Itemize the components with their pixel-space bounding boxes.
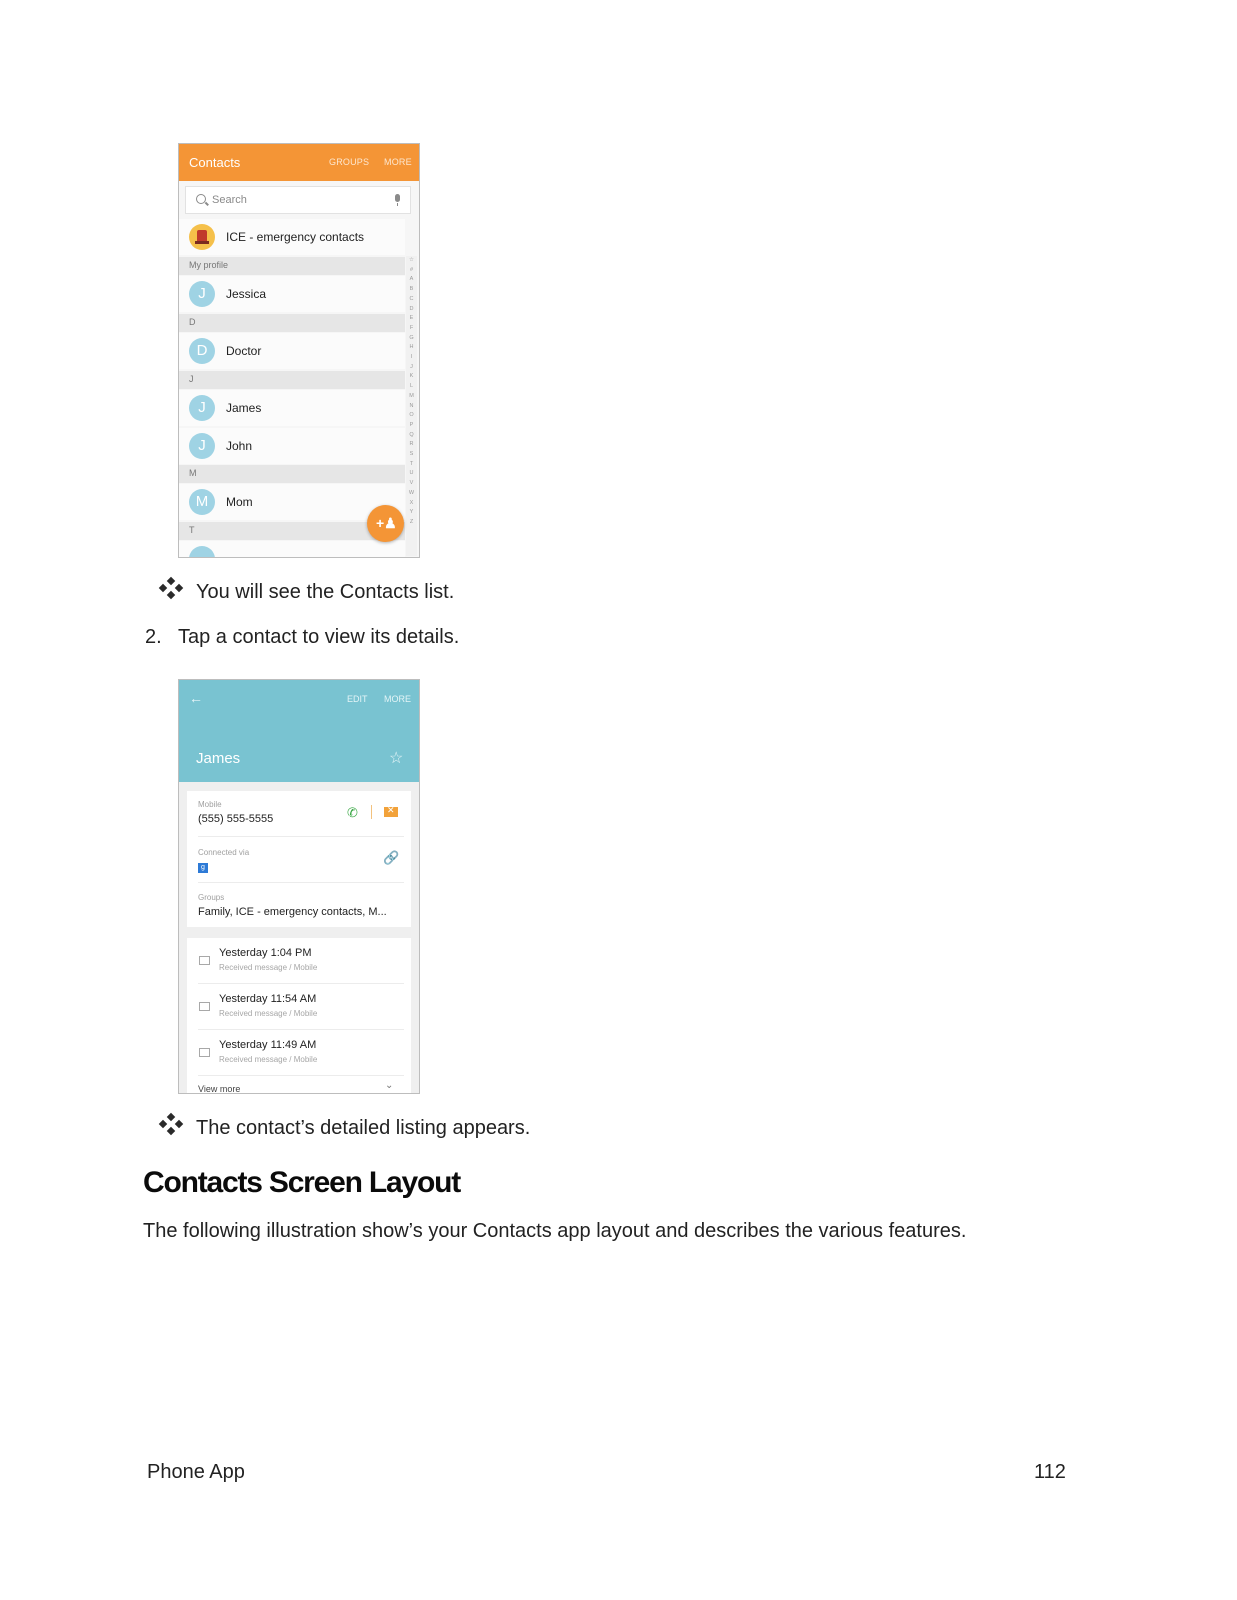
page-number: 112 — [1034, 1461, 1066, 1483]
index-letter[interactable]: D — [409, 305, 414, 312]
contacts-title: Contacts — [189, 155, 241, 170]
contact-row-james[interactable] — [179, 390, 405, 426]
index-letter[interactable]: R — [409, 441, 414, 448]
edit-button[interactable]: EDIT — [347, 694, 368, 704]
alphabet-index-scrollbar[interactable] — [406, 256, 417, 556]
search-bar[interactable] — [185, 186, 411, 214]
search-icon — [196, 194, 206, 204]
divider — [198, 983, 404, 984]
divider — [198, 882, 404, 883]
connected-via-label: Connected via — [198, 848, 250, 857]
log-time: Yesterday 1:04 PM — [219, 947, 312, 959]
contact-row-john[interactable] — [179, 428, 405, 464]
view-more-link[interactable]: View more — [198, 1084, 241, 1094]
bullet-result-text: You will see the Contacts list. — [196, 581, 455, 603]
log-time: Yesterday 11:54 AM — [219, 993, 317, 1005]
index-letter[interactable]: T — [409, 460, 414, 467]
message-log-icon — [199, 1002, 210, 1011]
index-letter[interactable]: F — [409, 324, 414, 331]
index-letter[interactable]: A — [409, 276, 414, 283]
index-letter[interactable]: ☆ — [409, 257, 414, 263]
avatar: M — [189, 489, 215, 515]
favorite-star-icon[interactable]: ☆ — [389, 750, 404, 767]
diamond-bullet-icon — [160, 1114, 182, 1136]
contact-row-doctor[interactable] — [179, 333, 405, 369]
contact-name: Mom — [226, 495, 253, 509]
contacts-app-bar — [179, 144, 419, 181]
avatar: J — [189, 433, 215, 459]
contact-name: James — [226, 401, 262, 415]
more-button[interactable]: MORE — [384, 694, 411, 704]
index-letter[interactable]: S — [409, 451, 414, 458]
contact-row-jessica[interactable] — [179, 276, 405, 312]
add-contact-button[interactable] — [367, 505, 404, 542]
message-icon[interactable] — [384, 807, 398, 817]
message-log-icon — [199, 956, 210, 965]
index-letter[interactable]: Y — [409, 509, 414, 516]
section-header-my-profile: My profile — [179, 257, 405, 275]
index-letter[interactable]: I — [410, 354, 413, 361]
index-letter[interactable]: P — [409, 421, 414, 428]
add-contact-icon: +♟ — [376, 515, 397, 531]
section-header-j: J — [179, 371, 405, 389]
contact-name: Doctor — [226, 344, 262, 358]
search-input[interactable] — [212, 192, 382, 208]
contact-detail-screenshot — [178, 679, 420, 1094]
bullet-result-text: The contact’s detailed listing appears. — [196, 1117, 531, 1139]
index-letter[interactable]: L — [409, 383, 414, 390]
index-letter[interactable]: O — [409, 412, 414, 419]
contact-name: John — [226, 439, 253, 453]
contact-name: James — [196, 750, 241, 767]
index-letter[interactable]: Q — [409, 431, 414, 438]
index-letter[interactable]: M — [409, 392, 414, 399]
back-arrow-icon[interactable]: ← — [189, 690, 203, 706]
avatar: J — [189, 281, 215, 307]
emergency-light-icon — [189, 224, 215, 250]
chevron-down-icon[interactable]: ⌄ — [385, 1080, 394, 1091]
groups-label: Groups — [198, 893, 225, 902]
groups-value[interactable]: Family, ICE - emergency contacts, M... — [198, 906, 387, 918]
index-letter[interactable]: # — [409, 266, 414, 273]
phone-call-icon[interactable]: ✆ — [347, 805, 358, 820]
ice-label: ICE - emergency contacts — [226, 230, 365, 244]
section-header-t: T — [179, 522, 405, 540]
divider — [371, 805, 372, 819]
more-button[interactable]: MORE — [384, 157, 412, 167]
diamond-bullet-icon — [160, 578, 182, 600]
avatar: J — [189, 395, 215, 421]
phone-number[interactable]: (555) 555-5555 — [198, 813, 274, 825]
avatar — [189, 546, 215, 558]
contacts-list-screenshot — [178, 143, 420, 558]
link-icon[interactable]: 🔗 — [383, 850, 400, 865]
index-letter[interactable]: C — [409, 295, 414, 302]
section-heading: Contacts Screen Layout — [143, 1166, 461, 1199]
index-letter[interactable]: E — [409, 315, 414, 322]
microphone-icon[interactable] — [395, 194, 400, 202]
divider — [198, 1029, 404, 1030]
step-text: Tap a contact to view its details. — [178, 626, 460, 648]
ice-emergency-contacts-row[interactable] — [179, 219, 405, 255]
index-letter[interactable]: G — [409, 334, 414, 341]
section-header-m: M — [179, 465, 405, 483]
groups-button[interactable]: GROUPS — [329, 157, 370, 167]
index-letter[interactable]: K — [409, 373, 414, 380]
message-log-icon — [199, 1048, 210, 1057]
contact-row-partial[interactable] — [179, 541, 405, 558]
index-letter[interactable]: U — [409, 470, 414, 477]
index-letter[interactable]: X — [409, 499, 414, 506]
step-number: 2. — [145, 626, 162, 648]
contact-detail-header — [179, 680, 419, 782]
footer-section-name: Phone App — [147, 1461, 245, 1483]
divider — [198, 1075, 404, 1076]
section-header-d: D — [179, 314, 405, 332]
contact-name: Jessica — [226, 287, 267, 301]
intro-paragraph: The following illustration show’s your Contacts app layout and describes the various features. — [143, 1220, 967, 1242]
index-letter[interactable]: J — [410, 363, 413, 370]
contact-info-card — [187, 791, 411, 927]
log-time: Yesterday 11:49 AM — [219, 1039, 317, 1051]
log-detail: Received message / Mobile — [219, 963, 318, 972]
avatar: D — [189, 338, 215, 364]
index-letter[interactable]: B — [409, 286, 414, 293]
index-letter[interactable]: W — [408, 489, 415, 496]
log-detail: Received message / Mobile — [219, 1055, 318, 1064]
index-letter[interactable]: V — [409, 480, 414, 487]
log-detail: Received message / Mobile — [219, 1009, 318, 1018]
index-letter[interactable]: N — [409, 402, 414, 409]
mobile-label: Mobile — [198, 800, 222, 809]
divider — [198, 836, 404, 837]
index-letter[interactable]: H — [409, 344, 414, 351]
message-log-card — [187, 938, 411, 1094]
index-letter[interactable]: Z — [409, 518, 414, 525]
google-account-icon: g — [198, 863, 208, 873]
